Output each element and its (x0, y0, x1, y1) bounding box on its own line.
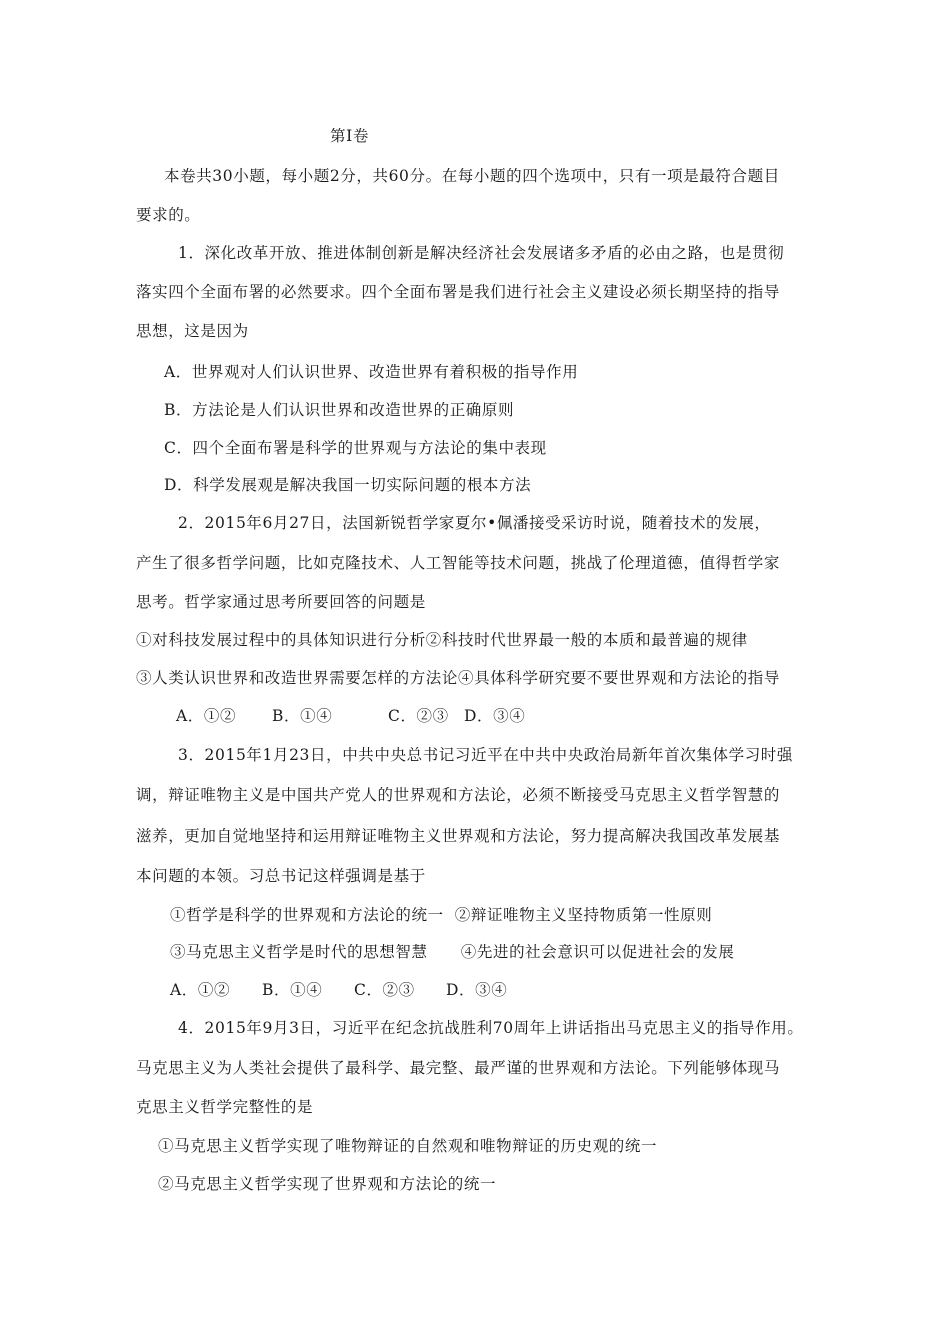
q4-stem-line-3: 克思主义哲学完整性的是 (136, 1098, 314, 1116)
q2-choice-a: A．①② (176, 707, 237, 725)
q3-choice-a: A．①② (170, 981, 231, 999)
q1-option-d: D．科学发展观是解决我国一切实际问题的根本方法 (164, 476, 532, 494)
q3-item-line-1: ①哲学是科学的世界观和方法论的统一 ②辩证唯物主义坚持物质第一性原则 (170, 906, 713, 924)
q2-item-line-2: ③人类认识世界和改造世界需要怎样的方法论④具体科学研究要不要世界观和方法论的指导 (136, 669, 781, 687)
q1-option-c: C．四个全面布署是科学的世界观与方法论的集中表现 (164, 439, 547, 457)
q1-option-a: A．世界观对人们认识世界、改造世界有着积极的指导作用 (164, 363, 579, 381)
intro-line-1: 本卷共30小题，每小题2分，共60分。在每小题的四个选项中，只有一项是最符合题目 (164, 167, 780, 185)
q3-item-line-2: ③马克思主义哲学是时代的思想智慧 ④先进的社会意识可以促进社会的发展 (170, 943, 735, 961)
q2-choice-d: D．③④ (464, 707, 526, 725)
q2-item-line-1: ①对科技发展过程中的具体知识进行分析②科技时代世界最一般的本质和最普遍的规律 (136, 631, 748, 649)
q2-stem-line-3: 思考。哲学家通过思考所要回答的问题是 (136, 593, 426, 611)
q3-choice-b: B．①④ (262, 981, 323, 999)
q1-stem-line-1: 1．深化改革开放、推进体制创新是解决经济社会发展诸多矛盾的必由之路，也是贯彻 (178, 244, 785, 262)
q1-option-b: B．方法论是人们认识世界和改造世界的正确原则 (164, 401, 515, 419)
intro-line-2: 要求的。 (136, 206, 201, 224)
q3-stem-line-4: 本问题的本领。习总书记这样强调是基于 (136, 867, 426, 885)
q4-stem-line-2: 马克思主义为人类社会提供了最科学、最完整、最严谨的世界观和方法论。下列能够体现马 (136, 1059, 781, 1077)
q3-choices (170, 980, 507, 1000)
q2-stem-line-1: 2．2015年6月27日，法国新锐哲学家夏尔•佩潘接受采访时说，随着技术的发展， (178, 514, 771, 532)
q2-choice-c: C．②③ (388, 707, 449, 725)
q4-item-line-1: ①马克思主义哲学实现了唯物辩证的自然观和唯物辩证的历史观的统一 (158, 1137, 658, 1155)
q4-item-line-2: ②马克思主义哲学实现了世界观和方法论的统一 (158, 1175, 497, 1193)
q1-stem-line-3: 思想，这是因为 (136, 322, 249, 340)
q2-choice-b: B．①④ (272, 707, 333, 725)
q3-choice-d: D．③④ (446, 981, 508, 999)
q3-stem-line-2: 调，辩证唯物主义是中国共产党人的世界观和方法论，必须不断接受马克思主义哲学智慧的 (136, 786, 781, 804)
q3-stem-line-3: 滋养，更加自觉地坚持和运用辩证唯物主义世界观和方法论，努力提高解决我国改革发展基 (136, 827, 781, 845)
q3-choice-c: C．②③ (354, 981, 415, 999)
q2-stem-line-2: 产生了很多哲学问题，比如克隆技术、人工智能等技术问题，挑战了伦理道德，值得哲学家 (136, 554, 781, 572)
section-title: 第Ⅰ卷 (330, 127, 369, 145)
q1-stem-line-2: 落实四个全面布署的必然要求。四个全面布署是我们进行社会主义建设必须长期坚持的指导 (136, 283, 781, 301)
q3-stem-line-1: 3．2015年1月23日，中共中央总书记习近平在中共中央政治局新年首次集体学习时强 (178, 746, 793, 764)
q2-choices (176, 706, 525, 726)
q4-stem-line-1: 4．2015年9月3日，习近平在纪念抗战胜利70周年上讲话指出马克思主义的指导作用。 (178, 1019, 804, 1037)
